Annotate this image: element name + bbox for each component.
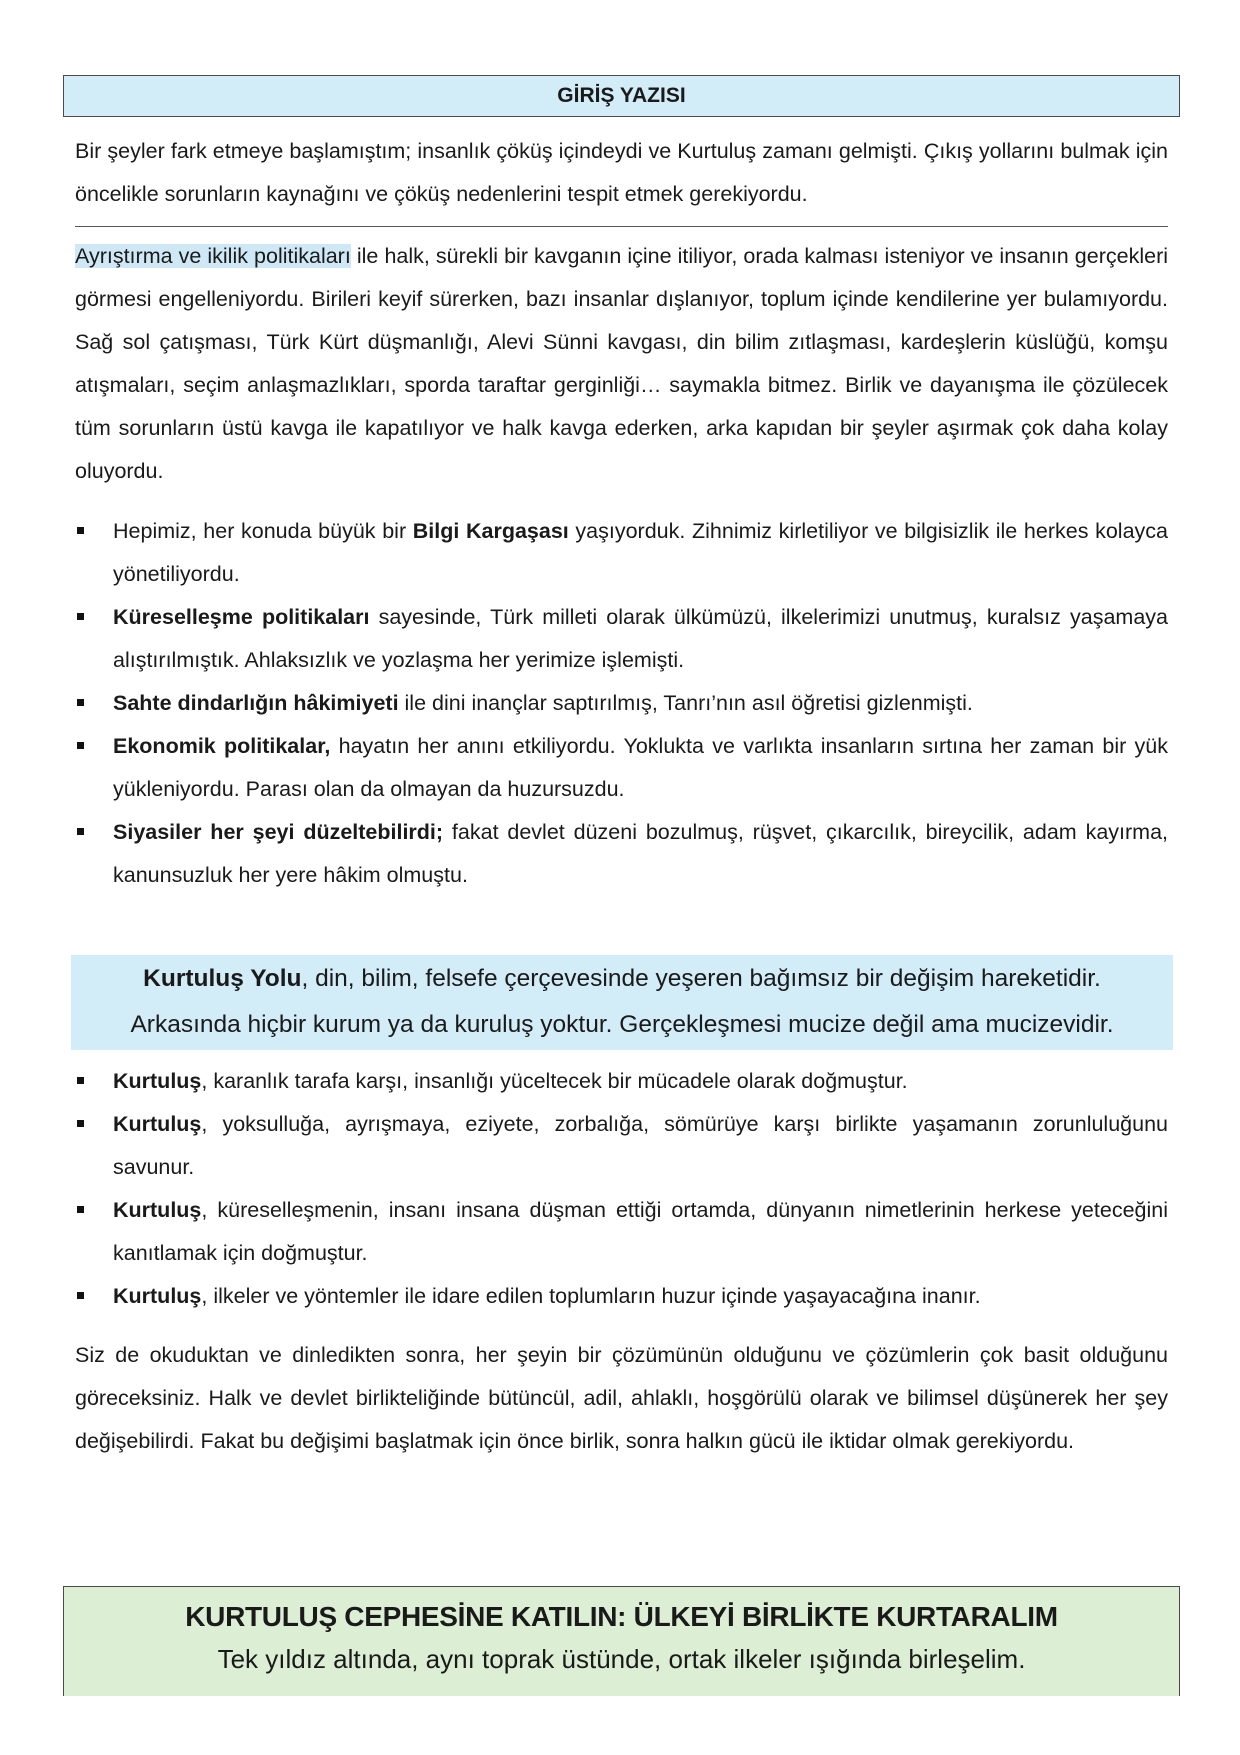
list-item: Kurtuluş, küreselleşmenin, insanı insana düşman ettiği ortamda, dünyanın nimetlerinin herkese yeteceğini kanıtlamak için doğmuştur. (75, 1189, 1168, 1275)
bullet-icon (77, 699, 84, 706)
problems-list (75, 510, 1168, 897)
bullet-icon (77, 1077, 84, 1084)
list-item: Ekonomik politikalar, hayatın her anını etkiliyordu. Yoklukta ve varlıkta insanların sırtına her zaman bir yük yükleniyordu. Parası olan da olmayan da huzursuzdu. (75, 725, 1168, 811)
kurtulus-list (75, 1060, 1168, 1318)
cta-title: KURTULUŞ CEPHESİNE KATILIN: ÜLKEYİ BİRLİKTE KURTARALIM (185, 1601, 1058, 1632)
list-item: Siyasiler her şeyi düzeltebilirdi; fakat devlet düzeni bozulmuş, rüşvet, çıkarcılık, bireycilik, adam kayırma, kanunsuzluk her yere hâkim olmuştu. (75, 811, 1168, 897)
bullet-icon (77, 828, 84, 835)
highlight-line-2: Arkasında hiçbir kurum ya da kuruluş yoktur. Gerçekleşmesi mucize değil ama mucizevidir. (130, 1011, 1114, 1038)
list-item: Küreselleşme politikaları sayesinde, Türk milleti olarak ülkümüzü, ilkelerimizi unutmuş, kuralsız yaşamaya alıştırılmıştık. Ahlaksızlık ve yozlaşma her yerimize işlemişti. (75, 596, 1168, 682)
list-item: Kurtuluş, ilkeler ve yöntemler ile idare edilen toplumların huzur içinde yaşayacağına inanır. (75, 1275, 1168, 1318)
bullet-icon (77, 1206, 84, 1213)
list-item: Hepimiz, her konuda büyük bir Bilgi Kargaşası yaşıyorduk. Zihnimiz kirletiliyor ve bilgisizlik ile herkes kolayca yönetiliyordu. (75, 510, 1168, 596)
intro-paragraph: Bir şeyler fark etmeye başlamıştım; insanlık çöküş içindeydi ve Kurtuluş zamanı gelmişti. Çıkış yollarını bulmak için öncelikle sorunların kaynağını ve çöküş nedenlerini tespit etmek gerekiyordu. (75, 139, 1168, 206)
closing-paragraph: Siz de okuduktan ve dinledikten sonra, her şeyin bir çözümünün olduğunu ve çözümlerin çok basit olduğunu göreceksiniz. Halk ve devlet birlikteliğinde bütüncül, adil, ahlaklı, hoşgörülü olarak ve bilimsel düşünerek her şey değişebilirdi. Fakat bu değişimi başlatmak için önce birlik, sonra halkın gücü ile iktidar olmak gerekiyordu. (75, 1343, 1168, 1453)
paragraph-text: ile halk, sürekli bir kavganın içine itiliyor, orada kalması isteniyor ve insanın gerçekleri görmesi engelleniyordu. Birileri keyif sürerken, bazı insanlar dışlanıyor, toplum içinde kendilerine yer bulamıyordu. Sağ sol çatışması, Türk Kürt düşmanlığı, Alevi Sünni kavgası, din bilim zıtlaşması, kardeşlerin küslüğü, komşu atışmaları, seçim anlaşmazlıkları, sporda taraftar gerginliği… saymakla bitmez. Birlik ve dayanışma ile çözülecek tüm sorunların üstü kavga ile kapatılıyor ve halk kavga ederken, arka kapıdan bir şeyler aşırmak çok daha kolay oluyordu. (75, 244, 1169, 483)
bullet-icon (77, 1292, 84, 1299)
highlighted-phrase: Ayrıştırma ve ikilik politikaları (75, 244, 351, 268)
list-item: Kurtuluş, yoksulluğa, ayrışmaya, eziyete, zorbalığa, sömürüye karşı birlikte yaşamanın zorunluluğunu savunur. (75, 1103, 1168, 1189)
call-to-action-box (63, 1586, 1180, 1696)
highlight-box (71, 955, 1173, 1050)
list-item: Kurtuluş, karanlık tarafa karşı, insanlığı yüceltecek bir mücadele olarak doğmuştur. (75, 1060, 1168, 1103)
bullet-icon (77, 527, 84, 534)
politics-paragraph (75, 235, 1168, 493)
cta-subtitle: Tek yıldız altında, aynı toprak üstünde, ortak ilkeler ışığında birleşelim. (217, 1644, 1026, 1674)
section-title-box (63, 75, 1180, 117)
divider (75, 226, 1168, 227)
bullet-icon (77, 613, 84, 620)
section-title: GİRİŞ YAZISI (557, 84, 686, 107)
list-item: Sahte dindarlığın hâkimiyeti ile dini inançlar saptırılmış, Tanrı’nın asıl öğretisi gizlenmişti. (75, 682, 1168, 725)
bullet-icon (77, 742, 84, 749)
highlight-line-1: Kurtuluş Yolu, din, bilim, felsefe çerçevesinde yeşeren bağımsız bir değişim hareketidir. (143, 965, 1101, 992)
bullet-icon (77, 1120, 84, 1127)
